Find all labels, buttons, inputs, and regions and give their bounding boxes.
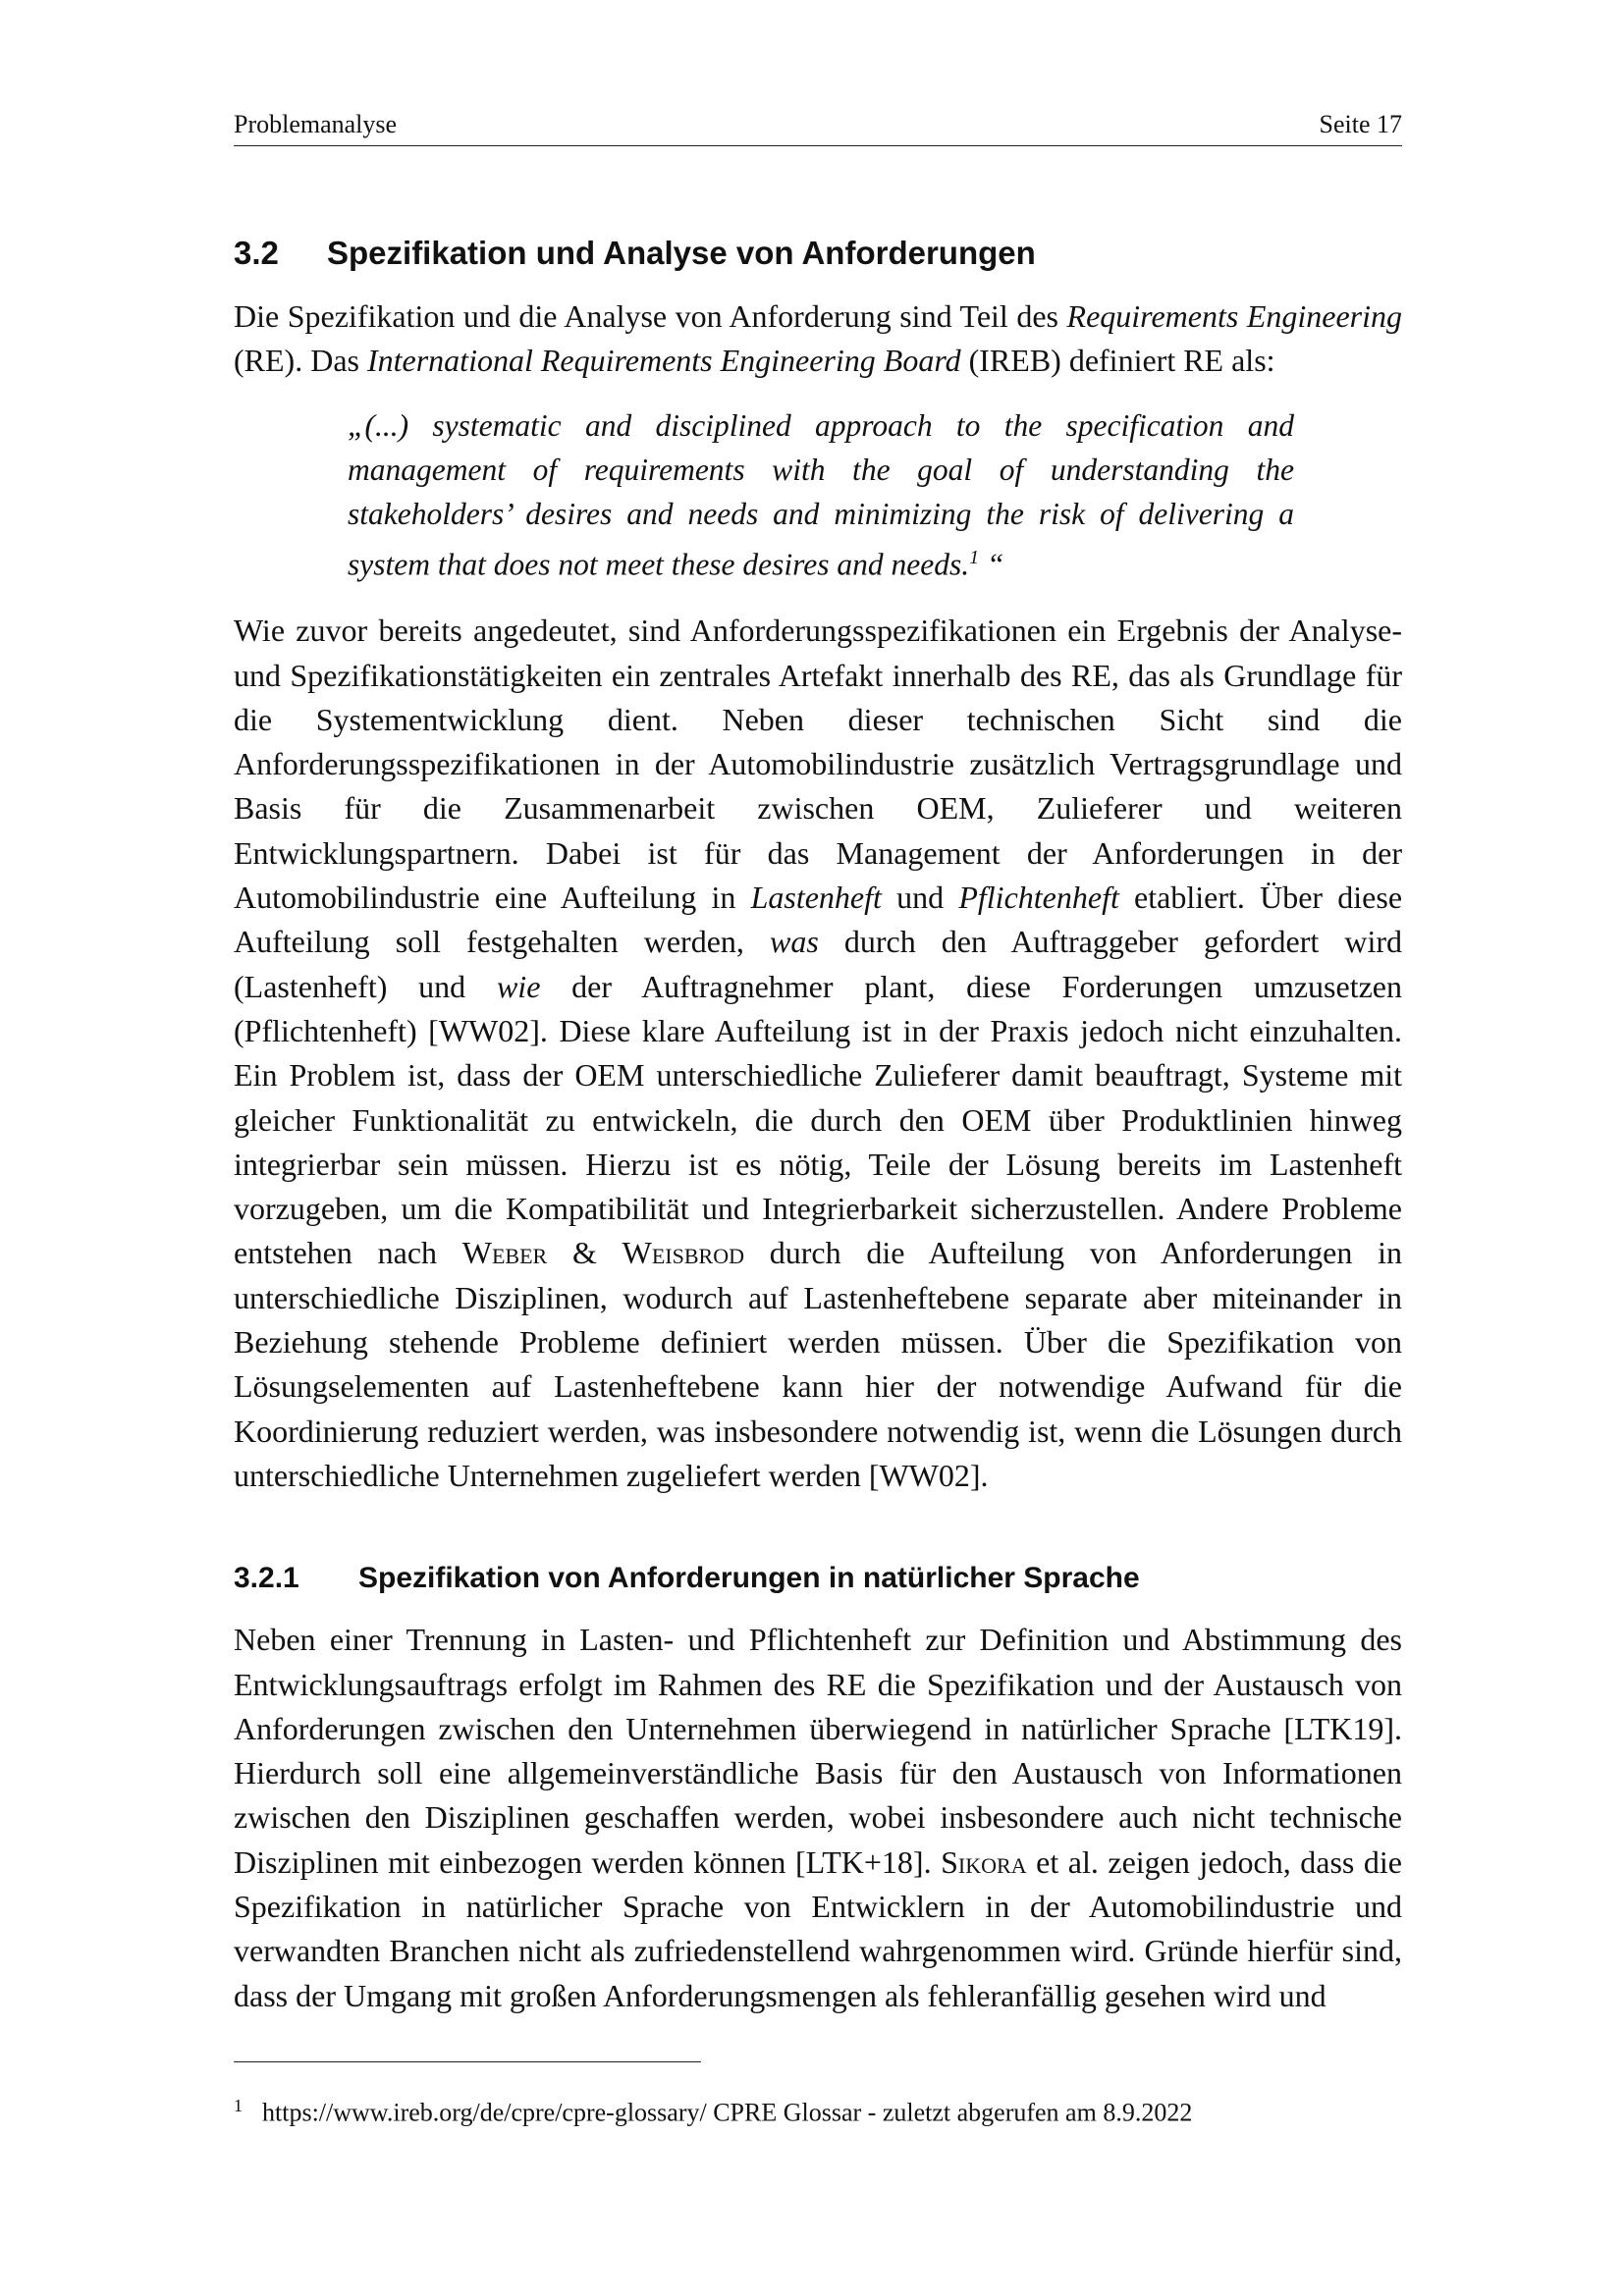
author-name: Weisbrod	[622, 1235, 744, 1271]
text-run: durch den Auftraggeber gefordert wird (Lastenheft) und	[234, 924, 1403, 1004]
header-chapter: Problemanalyse	[234, 110, 398, 138]
text-run: etabliert. Über diese Aufteilung soll festgehalten werden,	[234, 880, 1403, 960]
body-paragraph	[234, 1618, 1402, 2018]
body-paragraph	[234, 609, 1402, 1498]
text-run: Die Spezifikation und die Analyse von Anforderung sind Teil des	[234, 298, 1067, 334]
emphasis-was: was	[769, 924, 819, 960]
text-run: der Auftragnehmer plant, diese Forderungen umzusetzen (Pflichtenheft) [WW02]. Diese klare Aufteilung ist in der Praxis jedoch nicht einzuhalten. Ein Problem ist, dass der OEM unterschiedliche Zulieferer damit beauftragt, Systeme mit gleicher Funktionalität zu entwickeln, die durch den OEM über Produktlinien hinweg integrierbar sein müssen. Hierzu ist es nötig, Teile der Lösung bereits im Lastenheft vorzugeben, um die Kompatibilität und Integrierbarkeit sicherzustellen. Andere Probleme entstehen nach	[234, 968, 1403, 1271]
term-lastenheft: Lastenheft	[750, 880, 882, 916]
quote-text: „(...) systematic and disciplined approach to the specification and management of requirements with the goal of understanding the stakeholders’ desires and needs and minimizing the risk of delivering a system that does not meet these desires and needs.	[348, 407, 1294, 582]
text-run: (IREB) definiert RE als:	[960, 343, 1275, 379]
header-page-number: Seite 17	[1319, 110, 1402, 138]
emphasis-wie: wie	[496, 968, 541, 1004]
text-run: und	[881, 880, 959, 916]
running-header	[234, 106, 1402, 146]
term-pflichtenheft: Pflichtenheft	[958, 880, 1119, 916]
subsection-number: 3.2.1	[234, 1562, 299, 1595]
subsection-title: Spezifikation von Anforderungen in natürlicher Sprache	[358, 1562, 1140, 1595]
intro-paragraph	[234, 294, 1402, 384]
section-heading	[234, 232, 1402, 275]
text-run: &	[547, 1235, 623, 1271]
main-content	[234, 232, 1402, 2018]
term-ireb: International Requirements Engineering Board	[366, 343, 961, 379]
term-requirements-engineering: Requirements Engineering	[1066, 298, 1403, 334]
section-title: Spezifikation und Analyse von Anforderungen	[327, 235, 1036, 271]
footnote-mark: 1	[234, 2096, 243, 2115]
section-number: 3.2	[234, 235, 279, 271]
footnote	[234, 2089, 1192, 2130]
author-name: Weber	[461, 1235, 548, 1271]
author-name: Sikora	[941, 1843, 1027, 1880]
text-run: (RE). Das	[234, 343, 367, 379]
text-run: Neben einer Trennung in Lasten- und Pflichtenheft zur Definition und Abstimmung des Entwicklungsauftrags erfolgt im Rahmen des RE die Spezifikation und der Austausch von Anforderungen zwischen den Unternehmen überwiegend in natürlicher Sprache [LTK19]. Hierdurch soll eine allgemeinverständliche Basis für den Austausch von Informationen zwischen den Disziplinen geschaffen werden, wobei insbesondere auch nicht technische Disziplinen mit einbezogen werden können [LTK+18].	[234, 1622, 1402, 1880]
footnote-text[interactable]: https://www.ireb.org/de/cpre/cpre-glossary/ CPRE Glossar - zuletzt abgerufen am 8.9.2022	[262, 2098, 1193, 2127]
block-quote	[348, 403, 1294, 588]
footnote-divider	[234, 2061, 701, 2062]
text-run: durch die Aufteilung von Anforderungen in unterschiedliche Disziplinen, wodurch auf Lastenheftebene separate aber miteinander in Beziehung stehende Probleme definiert werden müssen. Über die Spezifikation von Lösungselementen auf Lastenheftebene kann hier der notwendige Aufwand für die Koordinierung reduziert werden, was insbesondere notwendig ist, wenn die Lösungen durch unterschiedliche Unternehmen zugeliefert werden [WW02].	[234, 1235, 1402, 1493]
footnote-reference[interactable]: 1	[969, 547, 980, 569]
text-run: Wie zuvor bereits angedeutet, sind Anforderungsspezifikationen ein Ergebnis der Analyse- und Spezifikationstätigkeiten ein zentrales Artefakt innerhalb des RE, das als Grundlage für die Systementwicklung dient. Neben dieser technischen Sicht sind die Anforderungsspezifikationen in der Automobilindustrie zusätzlich Vertragsgrundlage und Basis für die Zusammenarbeit zwischen OEM, Zulieferer und weiteren Entwicklungspartnern. Dabei ist für das Management der Anforderungen in der Automobilindustrie eine Aufteilung in	[234, 613, 1402, 916]
subsection-heading	[234, 1559, 1402, 1598]
quote-closing: “	[979, 547, 1004, 582]
text-run: et al. zeigen jedoch, dass die Spezifikation in natürlicher Sprache von Entwicklern in der Automobilindustrie und verwandten Branchen nicht als zufriedenstellend wahrgenommen wird. Gründe hierfür sind, dass der Umgang mit großen Anforderungsmengen als fehleranfällig gesehen wird und	[234, 1843, 1403, 2013]
